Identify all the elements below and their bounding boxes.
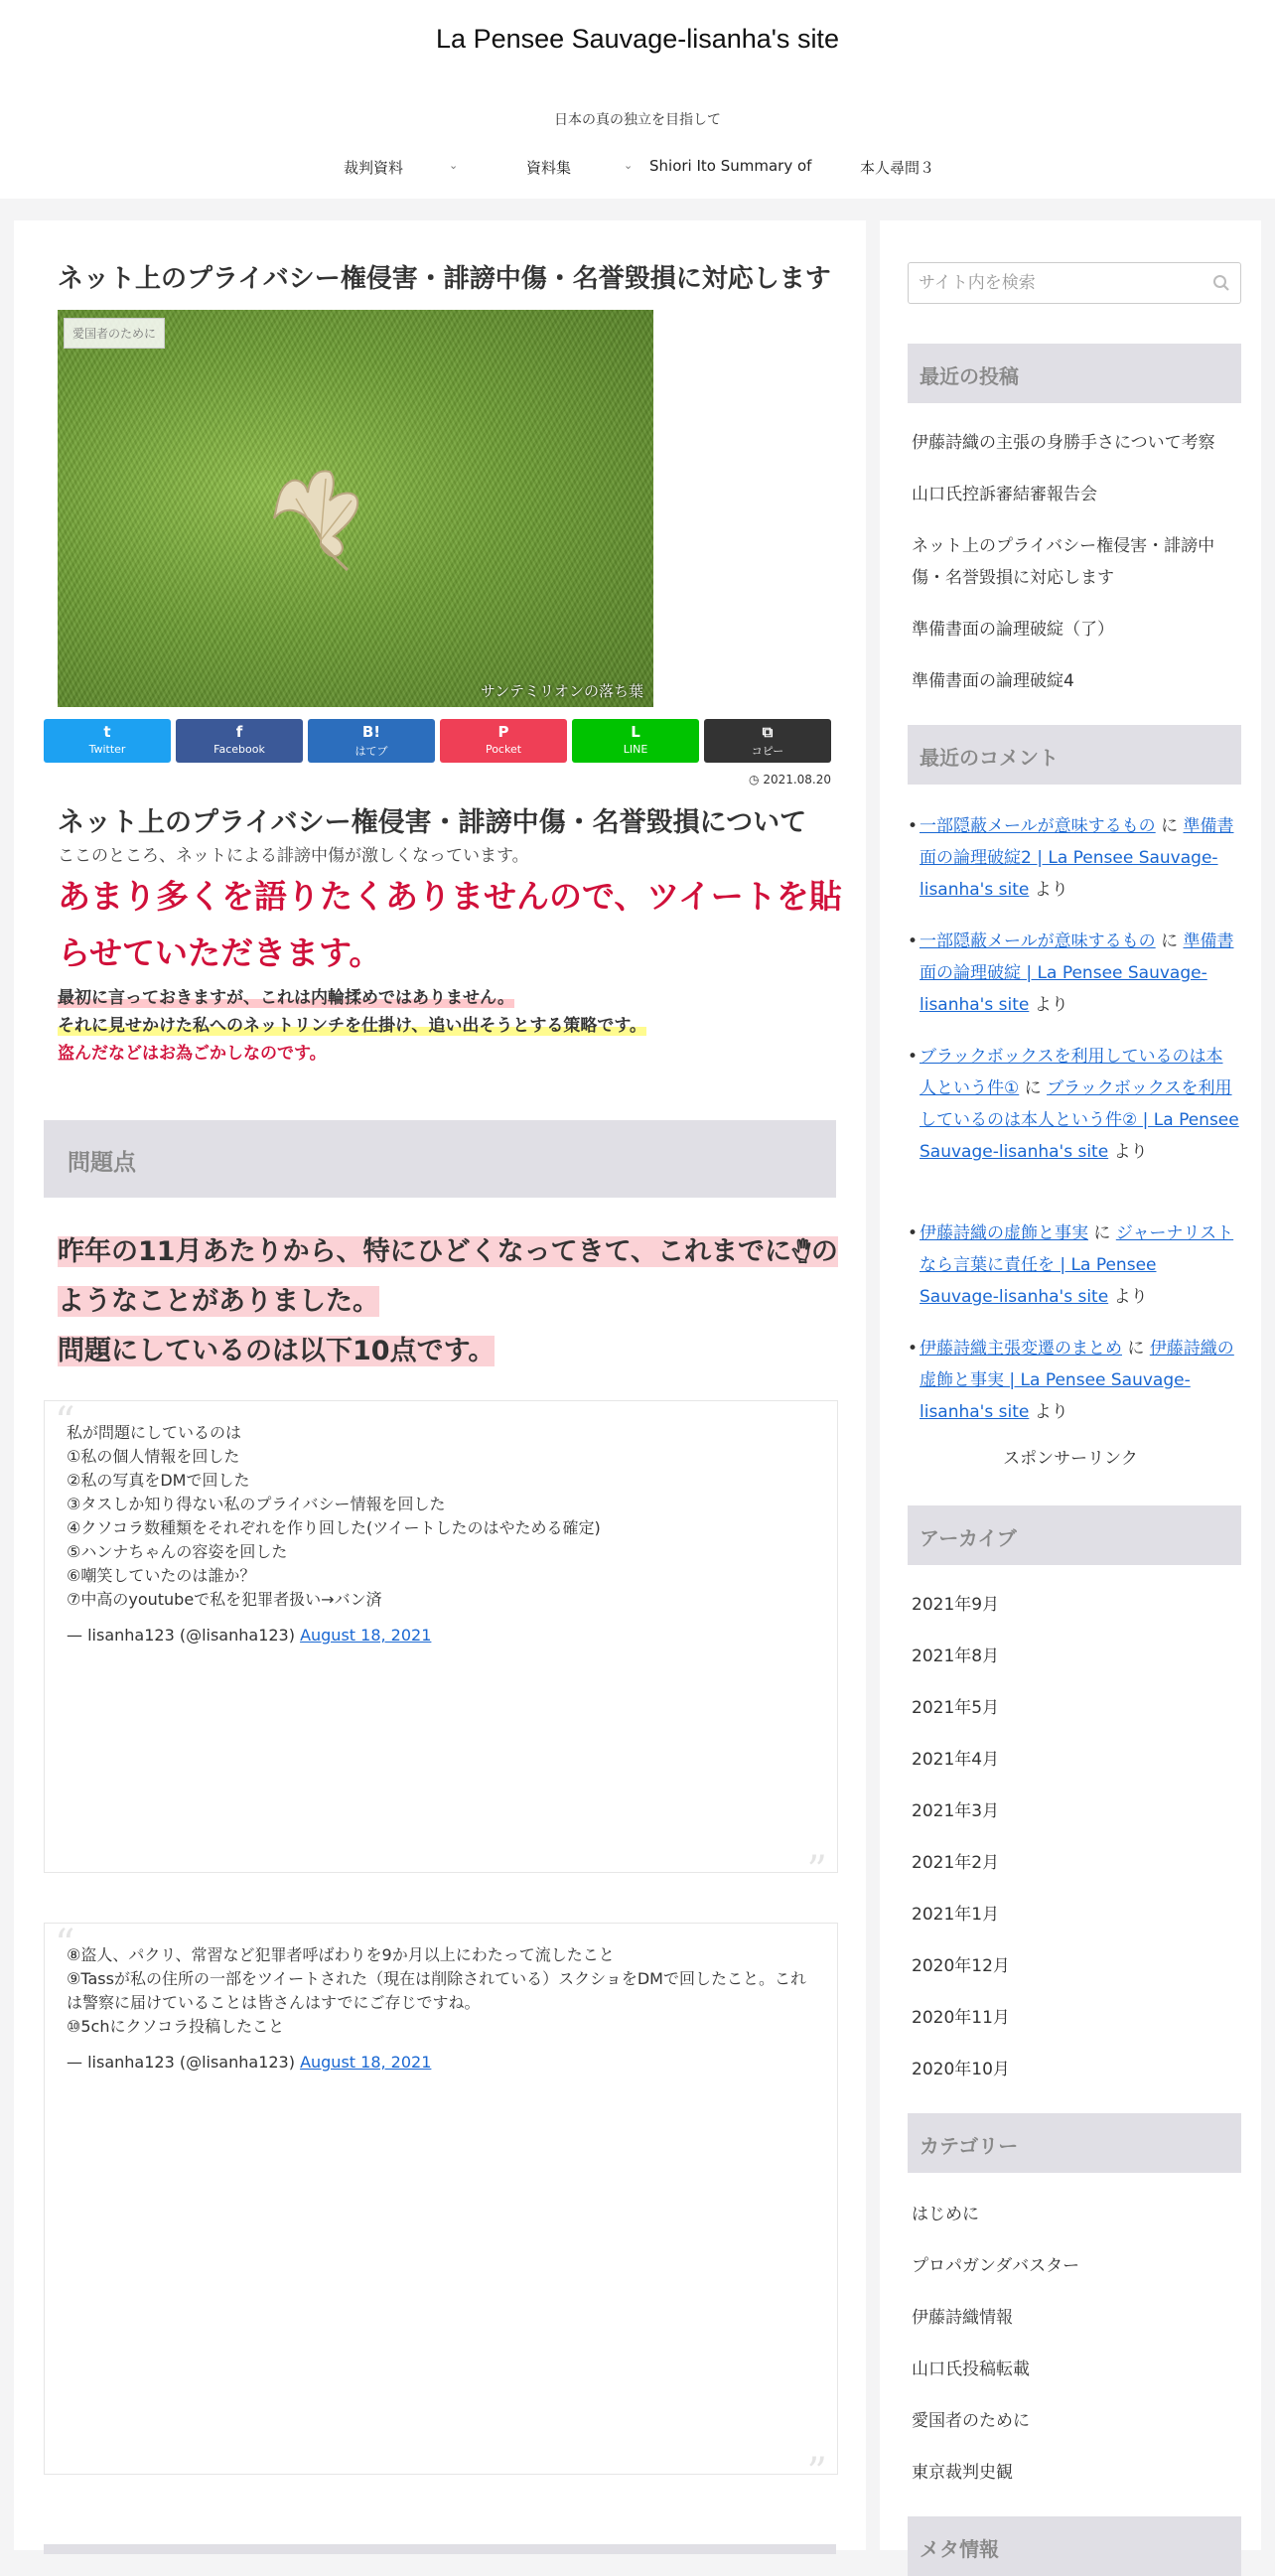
comment-on-text: に — [1161, 931, 1179, 951]
statement-line-2-text: それに見せかけた私へのネットリンチを仕掛け、追い出そうとする策略です。 — [58, 1016, 646, 1036]
category-link[interactable]: プロパガンダバスター — [912, 2256, 1080, 2276]
archive-link[interactable]: 2021年2月 — [912, 1853, 1000, 1873]
emphasis-line-2: 問題にしているのは以下10点です。 — [58, 1336, 496, 1366]
recent-comment-item — [908, 926, 1239, 1021]
archive-link[interactable]: 2020年10月 — [912, 2060, 1010, 2079]
comment-author-link[interactable]: 伊藤詩織主張変遷のまとめ — [920, 1339, 1122, 1359]
tweet-attribution — [67, 1624, 821, 1647]
statement-line-2 — [58, 1011, 646, 1036]
share-label: コピー — [751, 745, 784, 758]
comment-author-link[interactable]: 伊藤詩織の虚飾と事実 — [920, 1223, 1088, 1243]
comment-author-link[interactable]: ブラックボックスを利用しているのは本人という件① — [920, 1047, 1223, 1098]
share-line-button[interactable] — [572, 719, 699, 763]
tweet-line: ⑨Tassが私の住所の一部をツイートされた（現在は削除されている）スクショをDMで回したこと。これは警察に届けていることは皆さんはすでにご存じですね。 — [67, 1969, 806, 2012]
comment-on-text: に — [1024, 1078, 1042, 1098]
comment-suffix: より — [1113, 1287, 1148, 1307]
search-box — [908, 262, 1241, 304]
list-bullet: • — [908, 1047, 919, 1067]
category-title — [908, 2113, 1241, 2173]
share-label: Twitter — [88, 743, 126, 756]
nav-item-court-docs[interactable]: 裁判資料 — [344, 159, 404, 177]
tweet-line: ⑤ハンナちゃんの容姿を回した — [67, 1542, 288, 1561]
comment-author-link[interactable]: 一部隠蔽メールが意味するもの — [920, 816, 1156, 836]
global-nav — [0, 157, 1275, 183]
recent-post-link[interactable]: 伊藤詩織の主張の身勝手さについて考察 — [912, 433, 1215, 453]
site-header — [0, 0, 1275, 199]
share-facebook-button[interactable] — [176, 719, 303, 763]
recent-post-link[interactable]: ネット上のプライバシー権侵害・誹謗中傷・名誉毀損に対応します — [912, 536, 1215, 588]
embedded-tweet-1[interactable] — [44, 1399, 838, 1894]
tweet-line: ⑥嘲笑していたのは誰か？ — [67, 1566, 256, 1585]
sponsored-links-label: スポンサーリンク — [1003, 1449, 1138, 1469]
search-input[interactable] — [919, 273, 1197, 293]
tweet-author: — lisanha123 (@lisanha123) — [67, 1626, 295, 1645]
recent-comments-title — [908, 725, 1241, 785]
archive-link[interactable]: 2020年12月 — [912, 1956, 1010, 1976]
tweet-author: — lisanha123 (@lisanha123) — [67, 2053, 295, 2072]
comment-suffix: より — [1034, 1402, 1068, 1422]
line-icon: L — [631, 723, 640, 741]
image-caption: サンテミリオンの落ち葉 — [480, 682, 643, 700]
close-quote-icon: ” — [806, 2450, 827, 2496]
tweet-line: ④クソコラ数種類をそれぞれを作り回した(ツイートしたのはやためる確定) — [67, 1518, 601, 1537]
share-label: Pocket — [485, 743, 522, 756]
list-bullet: • — [908, 931, 919, 951]
archive-link[interactable]: 2021年5月 — [912, 1698, 1000, 1718]
list-bullet: • — [908, 816, 919, 836]
archive-link[interactable]: 2021年1月 — [912, 1905, 1000, 1925]
statement-line-3: 盗んだなどはお為ごかしなのです。 — [58, 1044, 327, 1064]
share-twitter-button[interactable] — [44, 719, 171, 763]
red-emphasis-text: あまり多くを語りたくありませんので、ツイートを貼らせていただきます。 — [58, 877, 842, 972]
article-title: ネット上のプライバシー権侵害・誹謗中傷・名誉毀損に対応します — [58, 264, 831, 294]
archive-link[interactable]: 2020年11月 — [912, 2008, 1010, 2028]
archive-link[interactable]: 2021年9月 — [912, 1595, 1000, 1615]
comment-on-text: に — [1093, 1223, 1111, 1243]
emphasis-line-1: 昨年の11月あたりから、特にひどくなってきて、これまでに🖐︎のようなことがありました。 — [58, 1236, 838, 1317]
hatena-icon: B! — [361, 723, 381, 741]
tweet-date-link[interactable]: August 18, 2021 — [300, 2053, 432, 2072]
category-link[interactable]: 伊藤詩織情報 — [912, 2308, 1013, 2328]
recent-comments-title-text: 最近のコメント — [920, 746, 1059, 770]
recent-posts-title-text: 最近の投稿 — [920, 364, 1019, 388]
chevron-down-icon[interactable]: ⌄ — [624, 159, 634, 172]
meta-title — [908, 2516, 1241, 2576]
nav-item-examination-3[interactable]: 本人尋問３ — [860, 159, 935, 177]
category-link[interactable]: 山口氏投稿転載 — [912, 2360, 1030, 2379]
share-label: LINE — [623, 743, 648, 756]
archive-link[interactable]: 2021年8月 — [912, 1646, 1000, 1666]
leaf-illustration — [58, 310, 653, 707]
facebook-icon: f — [235, 723, 243, 741]
archive-link[interactable]: 2021年4月 — [912, 1750, 1000, 1770]
comment-suffix: より — [1034, 880, 1068, 900]
comment-post-link[interactable]: ジャーナリストなら言葉に責任を | La Pensee Sauvage-lisanha's site — [920, 1223, 1234, 1307]
share-buttons — [44, 719, 850, 765]
post-date-text: 2021.08.20 — [763, 773, 832, 787]
problem-section-title: 問題点 — [68, 1150, 136, 1176]
tweet-line: ①私の個人情報を回した — [67, 1447, 240, 1466]
twitter-icon: t — [103, 723, 111, 741]
copy-icon: ⧉ — [762, 723, 774, 741]
category-title-text: カテゴリー — [920, 2134, 1019, 2158]
recent-comment-item — [908, 1041, 1239, 1168]
meta-title-text: メタ情報 — [920, 2537, 999, 2561]
tweet-attribution — [67, 2051, 821, 2075]
tweet-1-body — [67, 1421, 821, 1647]
section-heading: ネット上のプライバシー権侵害・誹謗中傷・名誉毀損について — [58, 807, 807, 838]
tweet-date-link[interactable]: August 18, 2021 — [300, 1626, 432, 1645]
tweet-line: ⑧盗人、パクリ、常習など犯罪者呼ばわりを9か月以上にわたって流したこと — [67, 1945, 615, 1964]
comment-on-text: に — [1161, 816, 1179, 836]
statement-line-1-text: 最初に言っておきますが、これは内輪揉めではありません。 — [58, 988, 515, 1008]
recent-post-link[interactable]: 準備書面の論理破綻（了） — [912, 620, 1114, 640]
comment-post-link[interactable]: 伊藤詩織の虚飾と事実 | La Pensee Sauvage-lisanha's site — [920, 1339, 1234, 1422]
intro-paragraph: ここのところ、ネットによる誹謗中傷が激しくなっています。 — [58, 846, 529, 866]
archive-link[interactable]: 2021年3月 — [912, 1801, 1000, 1821]
tweet-line: ②私の写真をDMで回した — [67, 1471, 250, 1490]
comment-suffix: より — [1034, 995, 1068, 1015]
comment-post-link[interactable]: ブラックボックスを利用しているのは本人という件② | La Pensee Sauvage-lisanha's site — [920, 1078, 1239, 1162]
category-link[interactable]: はじめに — [912, 2205, 979, 2224]
comment-post-link[interactable]: 準備書面の論理破綻 | La Pensee Sauvage-lisanha's site — [920, 931, 1234, 1015]
embedded-tweet-2[interactable] — [44, 1922, 838, 2496]
share-label: はてブ — [354, 745, 388, 758]
archive-title — [908, 1505, 1241, 1565]
recent-post-link[interactable]: 準備書面の論理破綻4 — [912, 671, 1074, 691]
comment-post-link[interactable]: 準備書面の論理破綻2 | La Pensee Sauvage-lisanha's site — [920, 816, 1234, 900]
next-section-heading — [44, 2544, 836, 2554]
chevron-down-icon[interactable]: ⌄ — [449, 159, 459, 172]
problem-section-heading — [44, 1120, 836, 1198]
recent-posts-title — [908, 344, 1241, 403]
eyecatch-image — [58, 310, 653, 707]
recent-comment-item — [908, 1333, 1239, 1428]
share-pocket-button[interactable] — [440, 719, 567, 763]
site-tagline: 日本の真の独立を目指して — [554, 112, 721, 128]
recent-comment-item — [908, 810, 1239, 906]
archive-title-text: アーカイブ — [920, 1526, 1017, 1550]
tweet-line: ③タスしか知り得ない私のプライバシー情報を回した — [67, 1495, 446, 1513]
category-link[interactable]: 東京裁判史観 — [912, 2463, 1013, 2483]
list-bullet: • — [908, 1339, 919, 1359]
tweet-line: ⑦中高のyoutubeで私を犯罪者扱い→バン済 — [67, 1590, 382, 1609]
list-bullet: • — [908, 1223, 919, 1243]
share-hatena-button[interactable] — [308, 719, 435, 763]
post-date — [749, 773, 831, 787]
comment-suffix: より — [1113, 1142, 1148, 1162]
close-quote-icon: ” — [806, 1848, 827, 1894]
site-title[interactable]: La Pensee Sauvage-lisanha's site — [436, 24, 839, 54]
comment-on-text: に — [1127, 1339, 1145, 1359]
tweet-2-body — [67, 1943, 821, 2075]
main-content — [14, 220, 866, 2550]
nav-item-shiori-summary[interactable]: Shiori Ito Summary of — [649, 157, 812, 175]
share-copy-button[interactable] — [704, 719, 831, 763]
share-label: Facebook — [213, 743, 265, 756]
statement-line-1 — [58, 983, 514, 1008]
pocket-icon: P — [497, 723, 509, 741]
clock-icon: ◷ — [749, 773, 760, 787]
tweet-line: 私が問題にしているのは — [67, 1423, 242, 1442]
nav-item-materials[interactable]: 資料集 — [526, 159, 572, 177]
search-icon[interactable] — [1212, 274, 1230, 292]
emphasis-block — [58, 1227, 852, 1376]
recent-post-link[interactable]: 山口氏控訴審結審報告会 — [912, 485, 1097, 504]
tweet-line: ⑩5chにクソコラ投稿したこと — [67, 2017, 285, 2036]
category-label[interactable]: 愛国者のために — [64, 318, 165, 349]
open-quote-icon: “ — [55, 1399, 75, 1445]
recent-comment-item — [908, 1217, 1239, 1313]
open-quote-icon: “ — [55, 1922, 75, 1967]
category-link[interactable]: 愛国者のために — [912, 2411, 1030, 2431]
comment-author-link[interactable]: 一部隠蔽メールが意味するもの — [920, 931, 1156, 951]
sidebar — [880, 220, 1261, 2561]
